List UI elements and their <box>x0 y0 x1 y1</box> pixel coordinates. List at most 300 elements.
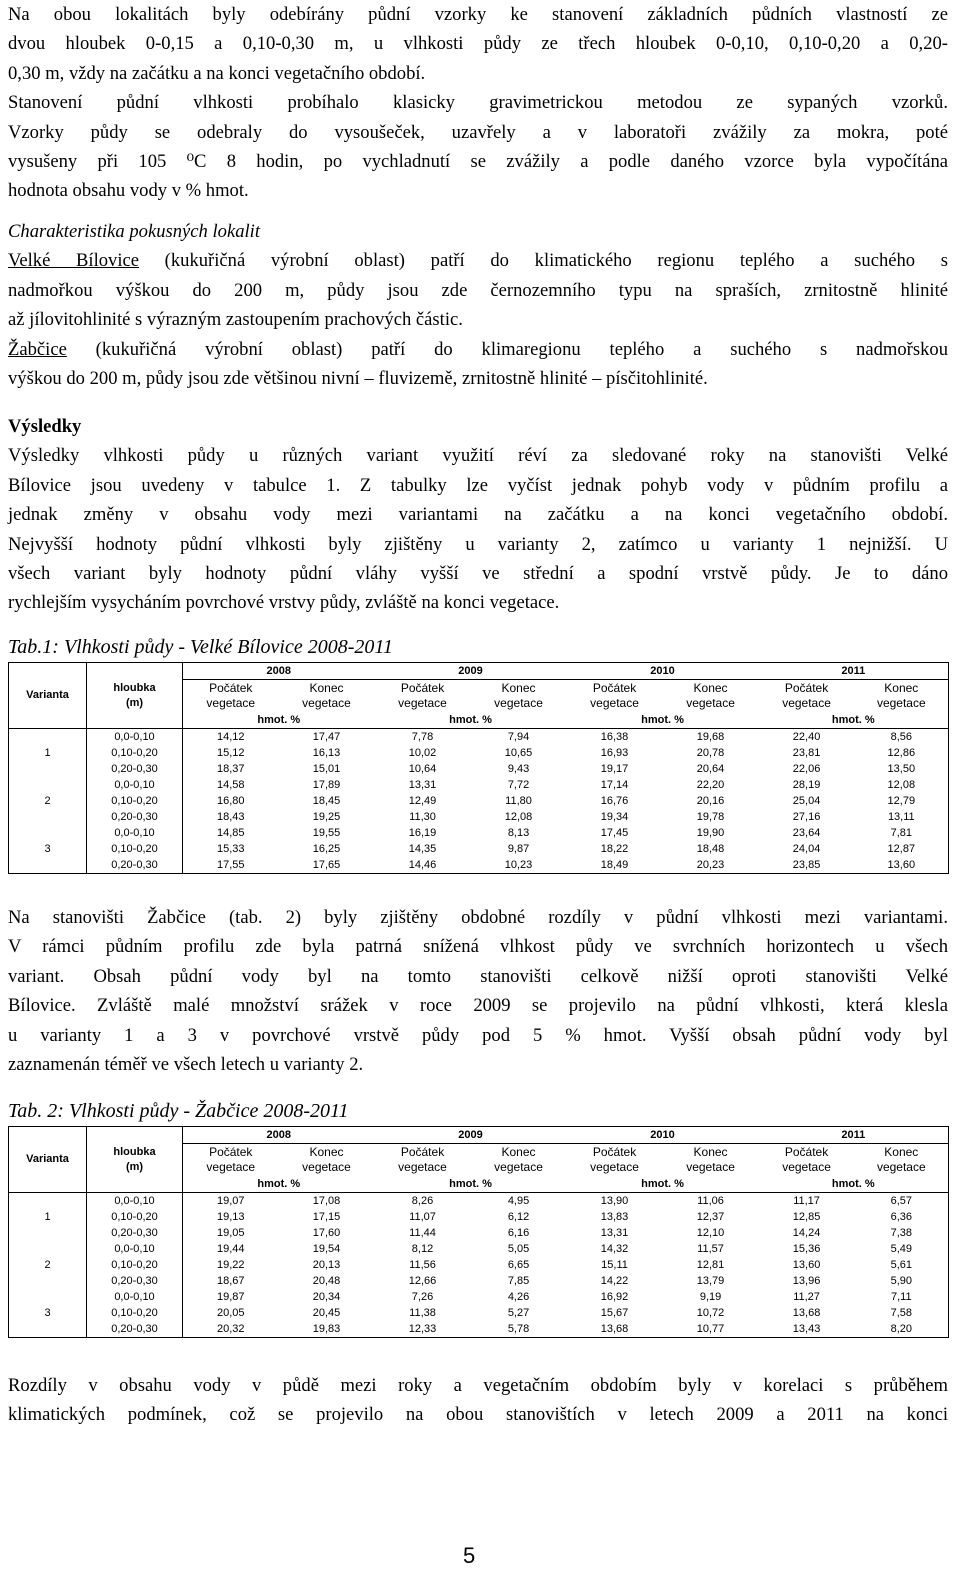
value-cell: 7,38 <box>855 1225 949 1241</box>
value-cell: 5,78 <box>471 1321 567 1338</box>
vegetation-label: vegetace <box>590 1160 639 1174</box>
unit-header: hmot. % <box>759 712 949 729</box>
vegetation-label: vegetace <box>302 1160 351 1174</box>
value-cell: 18,49 <box>567 857 663 874</box>
end-header <box>279 1144 375 1177</box>
value-cell: 18,37 <box>216 762 245 775</box>
period-label: Konec <box>501 681 536 695</box>
table-row <box>9 1321 949 1338</box>
value-cell: 10,65 <box>504 746 533 759</box>
value-cell: 4,95 <box>507 1194 530 1207</box>
value-cell: 5,05 <box>507 1242 530 1255</box>
variant-cell: 1 <box>9 1193 87 1242</box>
value-cell: 12,79 <box>855 793 949 809</box>
site1-text: (kukuřičná výrobní oblast) patří do klimatického regionu teplého a suchého s <box>139 250 948 272</box>
end-header <box>663 680 759 713</box>
period-label: Počátek <box>784 1145 829 1159</box>
value-cell: 19,87 <box>216 1290 245 1303</box>
variant-cell: 3 <box>9 1289 87 1338</box>
value-cell: 17,89 <box>312 778 341 791</box>
value-cell: 12,81 <box>696 1258 725 1271</box>
value-cell: 12,49 <box>408 794 437 807</box>
value-cell: 11,38 <box>409 1306 436 1319</box>
depth-cell: 0,10-0,20 <box>87 1257 183 1273</box>
results-line: Výsledky vlhkosti půdy u různých variant využití réví za sledované roky na stanovišti Velké <box>8 445 948 467</box>
period-label: Počátek <box>784 681 829 695</box>
depth-cell: 0,20-0,30 <box>87 1321 183 1338</box>
period-label: Konec <box>309 681 344 695</box>
variant-cell: 3 <box>9 825 87 874</box>
value-cell: 7,81 <box>855 825 949 841</box>
site2-text: (kukuřičná výrobní oblast) patří do klimaregionu teplého a suchého s nadmořskou <box>66 338 948 360</box>
vegetation-label: vegetace <box>302 696 351 710</box>
value-cell: 5,61 <box>855 1257 949 1273</box>
value-cell: 16,93 <box>600 746 629 759</box>
value-cell: 12,37 <box>696 1210 725 1223</box>
year-header: 2009 <box>375 1127 567 1144</box>
value-cell: 14,24 <box>792 1226 821 1239</box>
period-label: Konec <box>884 1145 919 1159</box>
table-row <box>9 1305 949 1321</box>
value-cell: 14,35 <box>408 842 437 855</box>
table2-caption: Tab. 2: Vlhkosti půdy - Žabčice 2008-2011 <box>8 1100 349 1122</box>
value-cell: 5,27 <box>507 1306 530 1319</box>
value-cell: 17,60 <box>312 1226 341 1239</box>
value-cell: 8,20 <box>855 1321 949 1338</box>
zabcice-line: Bílovice. Zvláště malé množství srážek v roce 2009 se projevilo na půdní vlhkosti, která klesla <box>8 995 948 1017</box>
page-number: 5 <box>463 1543 476 1568</box>
value-cell: 14,85 <box>216 826 245 839</box>
value-cell: 22,40 <box>792 730 821 743</box>
depth-cell: 0,10-0,20 <box>87 745 183 761</box>
value-cell: 18,45 <box>312 794 341 807</box>
characteristics-title: Charakteristika pokusných lokalit <box>8 221 261 242</box>
depth-header <box>87 1127 183 1193</box>
value-cell: 14,22 <box>600 1274 629 1287</box>
value-cell: 12,10 <box>696 1226 725 1239</box>
value-cell: 13,60 <box>792 1258 821 1271</box>
results-title: Výsledky <box>8 416 82 437</box>
year-header: 2010 <box>567 1127 759 1144</box>
value-cell: 18,22 <box>600 842 629 855</box>
value-cell: 17,45 <box>600 826 629 839</box>
value-cell: 14,58 <box>216 778 245 791</box>
value-cell: 7,94 <box>507 730 530 743</box>
value-cell: 15,36 <box>792 1242 821 1255</box>
value-cell: 22,06 <box>792 762 821 775</box>
value-cell: 17,14 <box>600 778 629 791</box>
table-row <box>9 793 949 809</box>
table-row <box>9 1225 949 1241</box>
results-line: Bílovice jsou uvedeny v tabulce 1. Z tabulky lze vyčíst jednak pohyb vody v půdním profilu a <box>8 474 948 496</box>
intro-paragraph <box>8 0 948 206</box>
table-row <box>9 841 949 857</box>
value-cell: 12,85 <box>792 1210 821 1223</box>
intro-line: dvou hloubek 0-0,15 a 0,10-0,30 m, u vlhkosti půdy ze třech hloubek 0-0,10, 0,10-0,20 a 0,20- <box>8 33 948 55</box>
start-header <box>375 680 471 713</box>
value-cell: 19,07 <box>216 1194 245 1207</box>
value-cell: 20,64 <box>696 762 725 775</box>
table-row <box>9 1289 949 1305</box>
value-cell: 8,13 <box>507 826 530 839</box>
table1-caption: Tab.1: Vlhkosti půdy - Velké Bílovice 2008-2011 <box>8 636 393 658</box>
value-cell: 19,68 <box>696 730 725 743</box>
unit-header: hmot. % <box>183 712 375 729</box>
closing-paragraph <box>8 1371 948 1430</box>
period-label: Počátek <box>592 1145 637 1159</box>
value-cell: 8,26 <box>411 1194 434 1207</box>
period-label: Počátek <box>400 681 445 695</box>
value-cell: 6,12 <box>507 1210 530 1223</box>
characteristics-section <box>8 217 948 393</box>
value-cell: 16,25 <box>312 842 341 855</box>
value-cell: 12,08 <box>855 777 949 793</box>
value-cell: 12,33 <box>375 1321 471 1338</box>
end-header <box>855 1144 949 1177</box>
value-cell: 10,77 <box>663 1321 759 1338</box>
zabcice-line: variant. Obsah půdní vody byl na tomto stanovišti celkově nižší oproti stanovišti Velké <box>8 965 948 987</box>
value-cell: 19,90 <box>696 826 725 839</box>
value-cell: 18,48 <box>696 842 725 855</box>
value-cell: 18,43 <box>216 810 245 823</box>
table-row <box>9 1273 949 1289</box>
depth-cell: 0,20-0,30 <box>87 761 183 777</box>
zabcice-line: V rámci půdním profilu zde byla patrná snížená vlhkost půdy ve svrchních horizontech u všech <box>8 936 948 958</box>
unit-header: hmot. % <box>567 712 759 729</box>
zabcice-line: Na stanovišti Žabčice (tab. 2) byly zjištěny obdobné rozdíly v půdní vlhkosti mezi variantami. <box>8 907 948 928</box>
year-header: 2010 <box>567 663 759 680</box>
value-cell: 20,34 <box>312 1290 341 1303</box>
depth-cell: 0,20-0,30 <box>87 857 183 874</box>
value-cell: 20,32 <box>183 1321 279 1338</box>
table-row <box>9 1241 949 1257</box>
zabcice-paragraph <box>8 903 948 1079</box>
depth-cell: 0,0-0,10 <box>87 729 183 746</box>
closing-line: Rozdíly v obsahu vody v půdě mezi roky a vegetačním obdobím byly v korelaci s průběhem <box>8 1375 948 1396</box>
table-row <box>9 809 949 825</box>
site1-line: nadmořkou výškou do 200 m, půdy jsou zde černozemního typu na spraších, zrnitostně hlinité <box>8 279 948 301</box>
table-row <box>9 745 949 761</box>
depth-header-unit: (m) <box>125 696 144 709</box>
value-cell: 11,57 <box>697 1242 724 1255</box>
value-cell: 19,83 <box>279 1321 375 1338</box>
value-cell: 19,17 <box>600 762 629 775</box>
value-cell: 13,83 <box>600 1210 629 1223</box>
value-cell: 7,85 <box>507 1274 530 1287</box>
depth-cell: 0,0-0,10 <box>87 1193 183 1210</box>
unit-header: hmot. % <box>183 1176 375 1193</box>
vegetation-label: vegetace <box>494 1160 543 1174</box>
start-header <box>759 680 855 713</box>
value-cell: 17,47 <box>312 730 341 743</box>
vegetation-label: vegetace <box>398 1160 447 1174</box>
vegetation-label: vegetace <box>876 696 926 710</box>
start-header <box>759 1144 855 1177</box>
value-cell: 15,11 <box>601 1258 628 1271</box>
value-cell: 15,33 <box>216 842 245 855</box>
vegetation-label: vegetace <box>782 1160 831 1174</box>
period-label: Konec <box>501 1145 536 1159</box>
start-header <box>183 680 279 713</box>
value-cell: 19,05 <box>216 1226 245 1239</box>
depth-cell: 0,0-0,10 <box>87 825 183 841</box>
variant-header: Varianta <box>9 663 87 729</box>
value-cell: 11,30 <box>409 810 436 823</box>
period-label: Konec <box>693 681 728 695</box>
value-cell: 9,43 <box>507 762 530 775</box>
unit-header: hmot. % <box>759 1176 949 1193</box>
period-label: Počátek <box>592 681 637 695</box>
value-cell: 12,86 <box>855 745 949 761</box>
value-cell: 4,26 <box>507 1290 530 1303</box>
period-label: Počátek <box>400 1145 445 1159</box>
table-row <box>9 857 949 874</box>
value-cell: 14,32 <box>600 1242 629 1255</box>
site2-name: Žabčice <box>8 338 67 360</box>
year-header: 2008 <box>183 1127 375 1144</box>
value-cell: 19,78 <box>696 810 725 823</box>
value-cell: 20,48 <box>312 1274 341 1287</box>
value-cell: 20,13 <box>312 1258 341 1271</box>
intro-line: hodnota obsahu vody v % hmot. <box>8 180 249 202</box>
value-cell: 6,36 <box>855 1209 949 1225</box>
value-cell: 13,31 <box>408 778 437 791</box>
value-cell: 20,78 <box>696 746 725 759</box>
depth-cell: 0,20-0,30 <box>87 1225 183 1241</box>
value-cell: 13,90 <box>600 1194 629 1207</box>
unit-header: hmot. % <box>375 1176 567 1193</box>
value-cell: 11,06 <box>697 1194 724 1207</box>
intro-line: 0,30 m, vždy na začátku a na konci vegetačního období. <box>8 62 426 84</box>
table-row <box>9 761 949 777</box>
intro-line: vysušeny při 105 ⁰C 8 hodin, po vychladnutí se zvážily a podle daného vzorce byla vypočítána <box>8 151 948 173</box>
value-cell: 16,80 <box>216 794 245 807</box>
vegetation-label: vegetace <box>686 696 735 710</box>
depth-cell: 0,10-0,20 <box>87 1209 183 1225</box>
intro-line: Stanovení půdní vlhkosti probíhalo klasicky gravimetrickou metodou ze sypaných vzorků. <box>8 92 948 114</box>
value-cell: 19,34 <box>600 810 629 823</box>
value-cell: 11,56 <box>409 1258 436 1271</box>
vegetation-label: vegetace <box>590 696 639 710</box>
vegetation-label: vegetace <box>398 696 447 710</box>
value-cell: 24,04 <box>792 842 821 855</box>
value-cell: 13,60 <box>855 857 949 874</box>
period-label: Konec <box>884 681 919 695</box>
depth-cell: 0,0-0,10 <box>87 1289 183 1305</box>
table-header-row <box>9 663 949 680</box>
value-cell: 15,01 <box>312 762 341 775</box>
value-cell: 16,38 <box>600 730 629 743</box>
depth-cell: 0,20-0,30 <box>87 1273 183 1289</box>
value-cell: 23,81 <box>792 746 821 759</box>
value-cell: 19,25 <box>312 810 341 823</box>
value-cell: 12,66 <box>408 1274 437 1287</box>
results-line: rychlejším vysycháním povrchové vrstvy půdy, zvláště na konci vegetace. <box>8 592 560 614</box>
value-cell: 7,11 <box>855 1289 949 1305</box>
unit-header: hmot. % <box>375 712 567 729</box>
vegetation-label: vegetace <box>782 696 831 710</box>
value-cell: 13,79 <box>696 1274 725 1287</box>
site1-line <box>8 246 948 275</box>
value-cell: 28,19 <box>792 778 821 791</box>
vegetation-label: vegetace <box>876 1160 926 1174</box>
end-header <box>855 680 949 713</box>
year-header: 2011 <box>759 1127 949 1144</box>
value-cell: 19,22 <box>216 1258 245 1271</box>
value-cell: 7,26 <box>411 1290 434 1303</box>
start-header <box>183 1144 279 1177</box>
depth-cell: 0,0-0,10 <box>87 1241 183 1257</box>
table-row <box>9 1209 949 1225</box>
value-cell: 14,12 <box>216 730 245 743</box>
value-cell: 11,17 <box>793 1194 820 1207</box>
results-line: jednak změny v obsahu vody mezi variantami na začátku a na konci vegetačního období. <box>8 504 948 526</box>
variant-cell: 2 <box>9 1241 87 1289</box>
value-cell: 17,08 <box>312 1194 341 1207</box>
value-cell: 7,58 <box>855 1305 949 1321</box>
value-cell: 15,67 <box>600 1306 629 1319</box>
value-cell: 19,54 <box>312 1242 341 1255</box>
value-cell: 27,16 <box>792 810 821 823</box>
end-header <box>471 1144 567 1177</box>
unit-header: hmot. % <box>567 1176 759 1193</box>
value-cell: 13,50 <box>855 761 949 777</box>
site2-line <box>8 335 948 364</box>
value-cell: 18,67 <box>216 1274 245 1287</box>
site1-name: Velké Bílovice <box>8 250 139 272</box>
value-cell: 6,57 <box>855 1193 949 1210</box>
depth-cell: 0,10-0,20 <box>87 1305 183 1321</box>
value-cell: 16,13 <box>312 746 341 759</box>
results-section <box>8 412 948 618</box>
period-label: Konec <box>309 1145 344 1159</box>
table-row <box>9 729 949 746</box>
depth-header-line: hloubka <box>113 1145 156 1158</box>
table2 <box>8 1126 949 1338</box>
start-header <box>567 1144 663 1177</box>
period-label: Počátek <box>209 681 253 695</box>
value-cell: 9,87 <box>507 842 530 855</box>
end-header <box>471 680 567 713</box>
value-cell: 16,19 <box>408 826 437 839</box>
value-cell: 9,19 <box>699 1290 722 1303</box>
depth-cell: 0,10-0,20 <box>87 841 183 857</box>
value-cell: 11,07 <box>409 1210 436 1223</box>
period-label: Konec <box>693 1145 728 1159</box>
value-cell: 13,43 <box>759 1321 855 1338</box>
depth-header-line: hloubka <box>113 681 156 694</box>
value-cell: 16,76 <box>600 794 629 807</box>
depth-cell: 0,20-0,30 <box>87 809 183 825</box>
value-cell: 19,55 <box>312 826 341 839</box>
value-cell: 10,72 <box>696 1306 725 1319</box>
end-header <box>663 1144 759 1177</box>
value-cell: 13,31 <box>600 1226 629 1239</box>
variant-header: Varianta <box>9 1127 87 1193</box>
start-header <box>567 680 663 713</box>
variant-cell: 1 <box>9 729 87 778</box>
intro-line: Vzorky půdy se odebraly do vysoušeček, uzavřely a v laboratoři zvážily za mokra, poté <box>8 121 948 143</box>
table-row <box>9 825 949 841</box>
table-row <box>9 1193 949 1210</box>
vegetation-label: vegetace <box>494 696 543 710</box>
depth-cell: 0,0-0,10 <box>87 777 183 793</box>
value-cell: 11,27 <box>793 1290 820 1303</box>
value-cell: 13,96 <box>792 1274 821 1287</box>
depth-header <box>87 663 183 729</box>
value-cell: 6,16 <box>507 1226 530 1239</box>
value-cell: 17,65 <box>279 857 375 874</box>
closing-line: klimatických podmínek, což se projevilo na obou stanovištích v letech 2009 a 2011 na konci <box>8 1404 948 1426</box>
value-cell: 13,11 <box>855 809 949 825</box>
intro-line: Na obou lokalitách byly odebírány půdní vzorky ke stanovení základních půdních vlastností ze <box>8 4 948 25</box>
results-line: Nejvyšší hodnoty půdní vlhkosti byly zjištěny u varianty 2, zatímco u varianty 1 nejnižší. U <box>8 533 948 555</box>
value-cell: 12,08 <box>504 810 533 823</box>
value-cell: 20,45 <box>312 1306 341 1319</box>
period-label: Počátek <box>209 1145 253 1159</box>
end-header <box>279 680 375 713</box>
year-header: 2008 <box>183 663 375 680</box>
value-cell: 23,64 <box>792 826 821 839</box>
value-cell: 19,44 <box>216 1242 245 1255</box>
value-cell: 14,46 <box>375 857 471 874</box>
value-cell: 5,90 <box>855 1273 949 1289</box>
zabcice-line: u varianty 1 a 3 v povrchové vrstvě půdy pod 5 % hmot. Vyšší obsah půdní vody byl <box>8 1024 948 1046</box>
value-cell: 6,65 <box>507 1258 530 1271</box>
value-cell: 20,23 <box>663 857 759 874</box>
value-cell: 16,92 <box>600 1290 629 1303</box>
value-cell: 7,78 <box>411 730 434 743</box>
value-cell: 10,64 <box>408 762 437 775</box>
value-cell: 13,68 <box>792 1306 821 1319</box>
value-cell: 20,16 <box>696 794 725 807</box>
value-cell: 22,20 <box>696 778 725 791</box>
vegetation-label: vegetace <box>206 1160 256 1174</box>
start-header <box>375 1144 471 1177</box>
table-header-row <box>9 1127 949 1144</box>
year-header: 2011 <box>759 663 949 680</box>
variant-cell: 2 <box>9 777 87 825</box>
value-cell: 20,05 <box>216 1306 245 1319</box>
value-cell: 25,04 <box>792 794 821 807</box>
table1 <box>8 662 949 874</box>
value-cell: 10,02 <box>408 746 437 759</box>
value-cell: 15,12 <box>216 746 245 759</box>
table-row <box>9 1257 949 1273</box>
value-cell: 11,80 <box>505 794 532 807</box>
value-cell: 17,55 <box>183 857 279 874</box>
value-cell: 7,72 <box>507 778 530 791</box>
value-cell: 17,15 <box>312 1210 341 1223</box>
value-cell: 23,85 <box>759 857 855 874</box>
value-cell: 19,13 <box>216 1210 245 1223</box>
vegetation-label: vegetace <box>686 1160 735 1174</box>
table-row <box>9 777 949 793</box>
depth-header-unit: (m) <box>125 1160 144 1173</box>
value-cell: 11,44 <box>409 1226 436 1239</box>
value-cell: 10,23 <box>471 857 567 874</box>
year-header: 2009 <box>375 663 567 680</box>
results-line: všech variant byly hodnoty půdní vláhy vyšší ve střední a spodní vrstvě půdy. Je to dáno <box>8 563 948 585</box>
value-cell: 12,87 <box>855 841 949 857</box>
site2-line: výškou do 200 m, půdy jsou zde většinou nivní – fluvizemě, zrnitostně hlinité – písčitohlinité. <box>8 368 708 390</box>
value-cell: 8,12 <box>411 1242 434 1255</box>
value-cell: 5,49 <box>855 1241 949 1257</box>
value-cell: 13,68 <box>567 1321 663 1338</box>
zabcice-line: zaznamenán téměř ve všech letech u varianty 2. <box>8 1054 364 1076</box>
site1-line: až jílovitohlinité s výrazným zastoupením prachových částic. <box>8 309 463 331</box>
value-cell: 8,56 <box>855 729 949 746</box>
